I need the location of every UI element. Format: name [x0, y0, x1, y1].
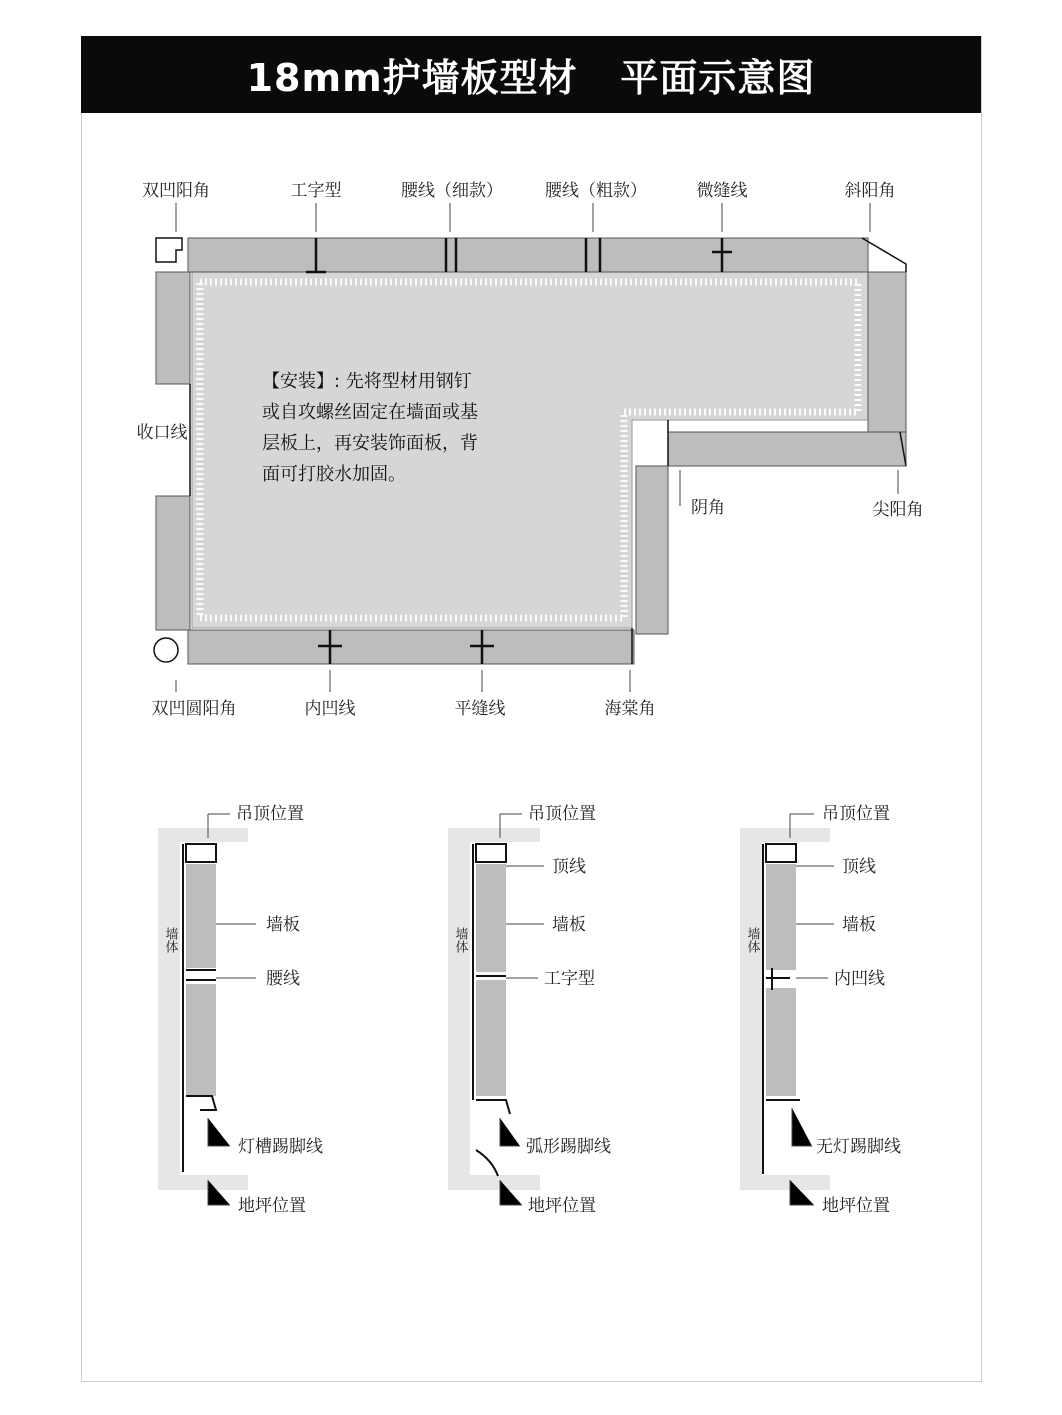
- panel-inner-vertical: [636, 466, 668, 634]
- wall-panel-upper: [186, 864, 216, 968]
- label-waistline: 腰线: [266, 969, 300, 989]
- label-waistline-thick: 腰线（粗款）: [545, 181, 647, 201]
- label-begonia-corner: 海棠角: [604, 699, 656, 719]
- label-ceiling-position: 吊顶位置: [528, 804, 596, 824]
- section-1: [158, 804, 323, 1216]
- label-wall-panel: 墙板: [552, 915, 586, 935]
- light-groove-skirting: [186, 1096, 216, 1110]
- label-flat-seam: 平缝线: [454, 699, 506, 719]
- label-light-groove-skirting: 灯槽踢脚线: [238, 1137, 323, 1157]
- section-3: [740, 804, 901, 1216]
- install-note-line: 或自攻螺丝固定在墙面或基: [262, 402, 478, 423]
- page-title: 18mm护墙板型材 平面示意图: [81, 36, 981, 113]
- top-trim: [766, 844, 796, 862]
- label-edge-trim: 收口线: [136, 423, 188, 443]
- label-sharp-corner: 尖阳角: [872, 500, 924, 520]
- ceiling-trim: [186, 844, 216, 862]
- label-wall-panel: 墙板: [266, 915, 300, 935]
- label-floor-position: 地坪位置: [528, 1196, 596, 1216]
- label-i-profile: 工字型: [544, 969, 595, 989]
- top-trim: [476, 844, 506, 862]
- wall-panel-lower: [766, 988, 796, 1096]
- label-waistline-thin: 腰线（细款）: [401, 181, 503, 201]
- label-recessed-line: 内凹线: [834, 969, 885, 989]
- label-bevel-corner: 斜阳角: [844, 181, 896, 201]
- section-2: [448, 804, 611, 1216]
- label-ceiling-position: 吊顶位置: [822, 804, 890, 824]
- panel-bottom: [188, 630, 634, 664]
- label-floor-position: 地坪位置: [238, 1196, 306, 1216]
- label-i-profile: 工字型: [290, 181, 342, 201]
- wall-panel-upper: [766, 864, 796, 970]
- label-recessed-line: 内凹线: [304, 699, 356, 719]
- wall-panel-upper: [476, 864, 506, 972]
- wall-label: 墙体: [744, 927, 760, 953]
- waistline-profile: [186, 970, 216, 980]
- label-double-concave-round-corner: 双凹圆阳角: [151, 699, 237, 719]
- label-inner-corner: 阴角: [691, 498, 725, 518]
- panel-step: [668, 432, 906, 466]
- panel-left-lower: [156, 496, 190, 630]
- wall-label: 墙体: [162, 927, 178, 953]
- label-ceiling-position: 吊顶位置: [236, 804, 304, 824]
- label-wall-panel: 墙板: [842, 915, 876, 935]
- label-arc-skirting: 弧形踢脚线: [526, 1137, 611, 1157]
- install-note-line: 面可打胶水加固。: [262, 464, 406, 485]
- install-note: [262, 366, 552, 490]
- install-note-line: 【安装】: 先将型材用钢钉: [262, 371, 472, 392]
- panel-top: [188, 238, 868, 272]
- label-micro-seam: 微缝线: [696, 181, 748, 201]
- wall-panel-lower: [186, 984, 216, 1096]
- label-double-concave-corner: 双凹阳角: [142, 181, 210, 201]
- label-top-trim: 顶线: [552, 857, 586, 877]
- install-note-line: 层板上，再安装饰面板，背: [262, 433, 478, 454]
- recessed-line-profile: [766, 968, 790, 990]
- wall-panel-lower: [476, 980, 506, 1096]
- label-floor-position: 地坪位置: [822, 1196, 890, 1216]
- wall-label: 墙体: [452, 927, 468, 953]
- label-top-trim: 顶线: [842, 857, 876, 877]
- panel-left-upper: [156, 272, 190, 384]
- label-lightless-skirting: 无灯踢脚线: [816, 1137, 901, 1157]
